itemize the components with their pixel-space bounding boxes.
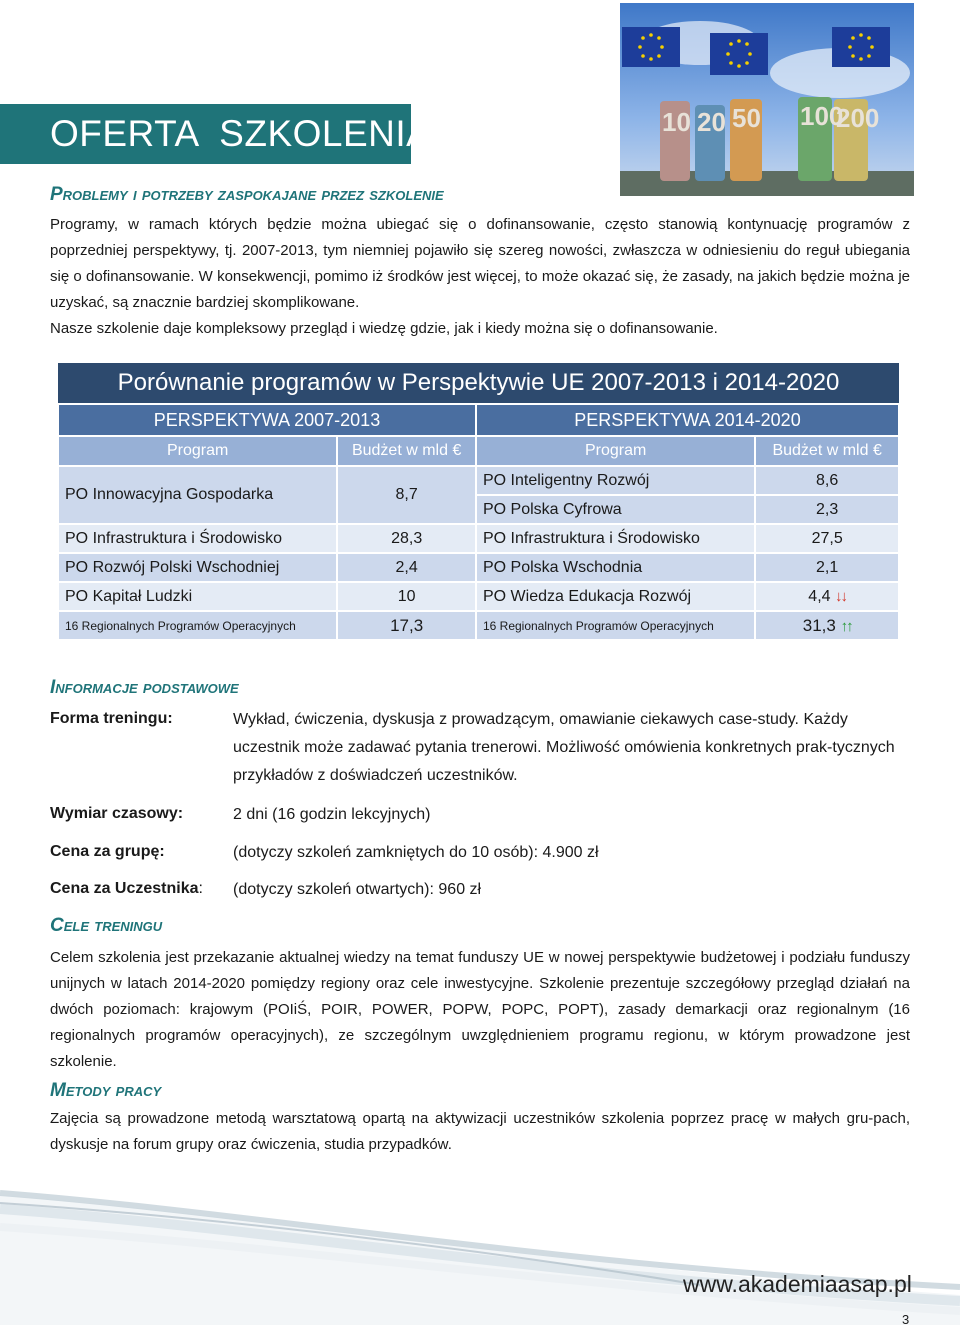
problems-heading: Problemy i potrzeby zaspokajane przez szkolenie: [50, 184, 444, 205]
right-budget-cell: [756, 583, 898, 610]
goals-heading: Cele treningu: [50, 915, 163, 936]
participant-price-value: (dotyczy szkoleń otwartych): 960 zł: [233, 881, 482, 898]
table-row: [59, 554, 898, 581]
right-program: PO Wiedza Edukacja Rozwój: [477, 583, 754, 610]
left-program: 16 Regionalnych Programów Operacyjnych: [59, 612, 336, 639]
comparison-table: [57, 403, 900, 641]
participant-price-label-colon: :: [198, 880, 203, 897]
table-row: [59, 467, 898, 494]
right-program: PO Inteligentny Rozwój: [477, 467, 754, 494]
right-program: PO Infrastruktura i Środowisko: [477, 525, 754, 552]
methods-heading: Metody pracy: [50, 1080, 162, 1101]
group-price-label: Cena za grupę:: [50, 843, 165, 860]
table-row: [59, 583, 898, 610]
arrow-down-icon: ↓↓: [835, 587, 846, 605]
right-program: 16 Regionalnych Programów Operacyjnych: [477, 612, 754, 639]
col-program-left: Program: [59, 437, 336, 465]
left-budget: 17,3: [338, 612, 475, 639]
title-banner: [0, 104, 432, 164]
arrow-up-icon: ↑↑: [840, 617, 852, 635]
col-budget-left: Budżet w mld €: [338, 437, 475, 465]
methods-paragraph: Zajęcia są prowadzone metodą warsztatową opartą na aktywizacji uczestników szkolenia poprzez pracę w małych gru-pach, dyskusje na forum grupy oraz ćwiczenia, studia przypadków.: [50, 1110, 910, 1153]
duration-value: 2 dni (16 godzin lekcyjnych): [233, 806, 431, 823]
page-title: OFERTA SZKOLENIA: [50, 113, 432, 154]
participant-price-label: [50, 880, 203, 898]
svg-text:20: 20: [697, 107, 726, 137]
perspective-left-header: PERSPEKTYWA 2007-2013: [59, 405, 475, 435]
table-row: [59, 612, 898, 639]
website-link[interactable]: www.akademiaasap.pl: [683, 1271, 912, 1297]
goals-paragraph: Celem szkolenia jest przekazanie aktualnej wiedzy na temat funduszy UE w nowej perspektywie budżetowej i podziału funduszy unijnych w latach 2014-2020 pomiędzy regiony oraz cele inwestycyjne. Szkolenie prezentuje szczegółowy przegląd działań na dwóch poziomach: krajowym (POIiŚ, POIR, POWER, POPW, POPC, POPT), zasady demarkacji oraz regionalnym (16 regionalnych programów operacyjnych), ze szczególnym uwzględnieniem programu regionu, w którym prowadzone jest szkolenie.: [50, 949, 910, 1070]
left-budget: 10: [338, 583, 475, 610]
right-budget: 4,4: [808, 587, 831, 605]
page-number: 3: [902, 1312, 910, 1327]
left-program: PO Kapitał Ludzki: [59, 583, 336, 610]
perspective-right-header: PERSPEKTYWA 2014-2020: [477, 405, 898, 435]
right-budget: 2,3: [756, 496, 898, 523]
left-program: PO Rozwój Polski Wschodniej: [59, 554, 336, 581]
right-budget: 8,6: [756, 467, 898, 494]
problems-summary: Nasze szkolenie daje kompleksowy przegląd i wiedzę gdzie, jak i kiedy można się o dofinansowanie.: [50, 320, 718, 337]
svg-text:200: 200: [836, 103, 880, 133]
right-program: PO Polska Wschodnia: [477, 554, 754, 581]
info-heading: Informacje podstawowe: [50, 677, 239, 698]
duration-label: Wymiar czasowy:: [50, 805, 184, 822]
participant-price-label-text: Cena za Uczestnika: [50, 880, 199, 897]
right-budget: 27,5: [756, 525, 898, 552]
left-program: PO Innowacyjna Gospodarka: [59, 467, 336, 523]
right-budget: 31,3: [802, 615, 836, 635]
right-budget: 2,1: [756, 554, 898, 581]
svg-text:100: 100: [800, 101, 844, 131]
left-budget: 28,3: [338, 525, 475, 552]
svg-text:10: 10: [662, 107, 691, 137]
left-program: PO Infrastruktura i Środowisko: [59, 525, 336, 552]
group-price-value: (dotyczy szkoleń zamkniętych do 10 osób): 4.900 zł: [233, 844, 599, 861]
table-row: [59, 525, 898, 552]
left-budget: 8,7: [338, 467, 475, 523]
col-budget-right: Budżet w mld €: [756, 437, 898, 465]
left-budget: 2,4: [338, 554, 475, 581]
comparison-table-title: Porównanie programów w Perspektywie UE 2007-2013 i 2014-2020: [58, 363, 899, 403]
footer-swoosh-decoration: [0, 1175, 960, 1325]
right-program: PO Polska Cyfrowa: [477, 496, 754, 523]
svg-text:50: 50: [732, 103, 761, 133]
problems-paragraph: Programy, w ramach których będzie można ubiegać się o dofinansowanie, często stanowią kontynuację programów z poprzedniej perspektywy, tj. 2007-2013, tym niemniej pojawiło się szereg nowości, zwłaszcza w odniesieniu do reguł ubiegania się o dofinansowanie. W konsekwencji, pomimo iż środków jest więcej, to może okazać się, że zasady, na jakich będzie można je uzyskać, są znacznie bardziej skomplikowane.: [50, 216, 910, 311]
right-budget-cell: [756, 612, 898, 639]
form-value: Wykład, ćwiczenia, dyskusja z prowadzącym, omawianie ciekawych case-study. Każdy uczestnik może zadawać pytania trenerowi. Możliwość omówienia konkretnych prak-tycznych przykładów z doświadczeń uczestników.: [233, 711, 895, 784]
euro-rolls-photo: [620, 3, 914, 196]
form-label: Forma treningu:: [50, 710, 173, 727]
col-program-right: Program: [477, 437, 754, 465]
